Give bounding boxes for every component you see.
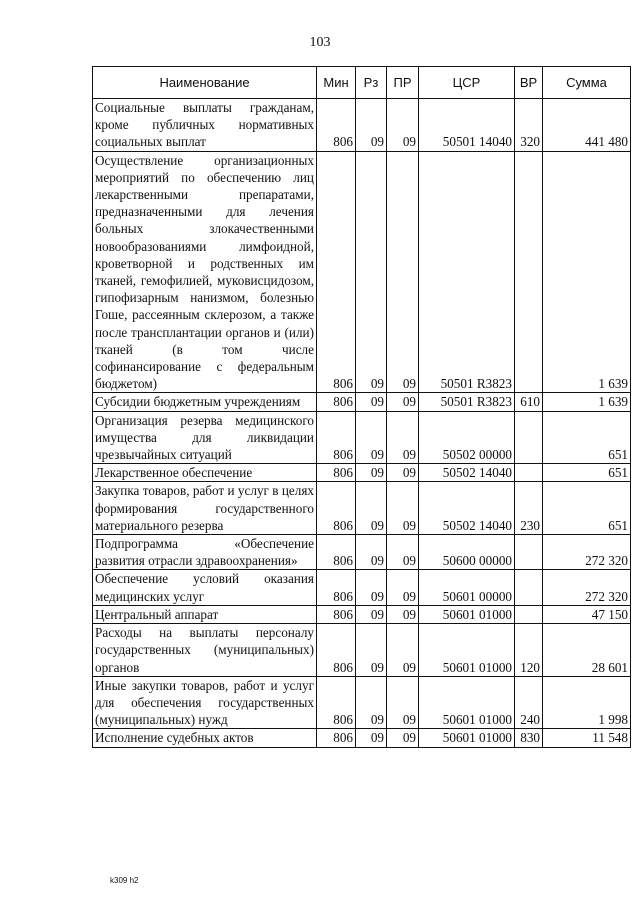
cell-vr <box>515 151 543 393</box>
cell-rz: 09 <box>356 570 387 605</box>
cell-name: Лекарственное обеспечение <box>93 464 317 482</box>
table-row <box>93 482 631 535</box>
cell-min: 806 <box>317 464 356 482</box>
table-row <box>93 393 631 411</box>
cell-rz: 09 <box>356 729 387 747</box>
cell-csr: 50600 00000 <box>419 535 515 570</box>
cell-pr: 09 <box>387 151 419 393</box>
cell-rz: 09 <box>356 624 387 677</box>
header-name: Наименование <box>93 67 317 99</box>
cell-vr: 120 <box>515 624 543 677</box>
cell-sum: 441 480 <box>543 99 631 152</box>
table-row <box>93 676 631 729</box>
cell-min: 806 <box>317 151 356 393</box>
table-row <box>93 729 631 747</box>
cell-rz: 09 <box>356 605 387 623</box>
cell-sum: 272 320 <box>543 570 631 605</box>
cell-sum: 1 639 <box>543 393 631 411</box>
table-header-row <box>93 67 631 99</box>
cell-vr: 610 <box>515 393 543 411</box>
cell-min: 806 <box>317 676 356 729</box>
cell-vr: 230 <box>515 482 543 535</box>
cell-sum: 47 150 <box>543 605 631 623</box>
cell-pr: 09 <box>387 464 419 482</box>
cell-pr: 09 <box>387 605 419 623</box>
table-body <box>93 99 631 748</box>
cell-min: 806 <box>317 570 356 605</box>
cell-csr: 50501 R3823 <box>419 151 515 393</box>
cell-name: Организация резерва медицинского имущества для ликвидации чрезвычайных ситуаций <box>93 411 317 464</box>
cell-rz: 09 <box>356 464 387 482</box>
cell-vr <box>515 535 543 570</box>
cell-sum: 272 320 <box>543 535 631 570</box>
cell-name: Закупка товаров, работ и услуг в целях формирования государственного материального резерва <box>93 482 317 535</box>
cell-rz: 09 <box>356 99 387 152</box>
cell-pr: 09 <box>387 624 419 677</box>
cell-csr: 50601 00000 <box>419 570 515 605</box>
cell-name: Осуществление организационных мероприятий по обеспечению лиц лекарственными препаратами, предназначенными для лечения больных злокачественными новообразованиями лимфоидной, кроветворной и родственных им тканей, гемофилией, муковисцидозом, гипофизарным нанизмом, болезнью Гоше, рассеянным склерозом, а также после трансплантации органов и (или) тканей (в том числе софинансирование с федеральным бюджетом) <box>93 151 317 393</box>
cell-pr: 09 <box>387 393 419 411</box>
header-pr: ПР <box>387 67 419 99</box>
cell-min: 806 <box>317 729 356 747</box>
table-row <box>93 570 631 605</box>
cell-pr: 09 <box>387 535 419 570</box>
cell-min: 806 <box>317 393 356 411</box>
cell-min: 806 <box>317 624 356 677</box>
cell-pr: 09 <box>387 482 419 535</box>
cell-rz: 09 <box>356 482 387 535</box>
footer-code: k309 h2 <box>110 876 139 885</box>
header-csr: ЦСР <box>419 67 515 99</box>
cell-min: 806 <box>317 605 356 623</box>
table-row <box>93 99 631 152</box>
cell-vr: 240 <box>515 676 543 729</box>
cell-name: Расходы на выплаты персоналу государственных (муниципальных) органов <box>93 624 317 677</box>
cell-vr <box>515 605 543 623</box>
cell-min: 806 <box>317 411 356 464</box>
cell-rz: 09 <box>356 411 387 464</box>
cell-rz: 09 <box>356 535 387 570</box>
header-min: Мин <box>317 67 356 99</box>
cell-vr <box>515 411 543 464</box>
cell-vr: 320 <box>515 99 543 152</box>
cell-sum: 1 639 <box>543 151 631 393</box>
cell-csr: 50601 01000 <box>419 729 515 747</box>
cell-vr <box>515 570 543 605</box>
cell-sum: 28 601 <box>543 624 631 677</box>
cell-sum: 651 <box>543 482 631 535</box>
cell-csr: 50601 01000 <box>419 676 515 729</box>
cell-sum: 1 998 <box>543 676 631 729</box>
budget-table <box>92 66 631 748</box>
cell-csr: 50501 R3823 <box>419 393 515 411</box>
cell-name: Субсидии бюджетным учреждениям <box>93 393 317 411</box>
cell-csr: 50601 01000 <box>419 605 515 623</box>
cell-sum: 651 <box>543 411 631 464</box>
cell-csr: 50502 00000 <box>419 411 515 464</box>
cell-csr: 50502 14040 <box>419 464 515 482</box>
cell-name: Подпрограмма «Обеспечение развития отрасли здравоохранения» <box>93 535 317 570</box>
header-vr: ВР <box>515 67 543 99</box>
cell-name: Центральный аппарат <box>93 605 317 623</box>
page-number: 103 <box>309 35 331 50</box>
header-sum: Сумма <box>543 67 631 99</box>
cell-pr: 09 <box>387 676 419 729</box>
table-row <box>93 411 631 464</box>
cell-rz: 09 <box>356 676 387 729</box>
cell-name: Иные закупки товаров, работ и услуг для обеспечения государственных (муниципальных) нужд <box>93 676 317 729</box>
cell-min: 806 <box>317 99 356 152</box>
cell-min: 806 <box>317 482 356 535</box>
cell-pr: 09 <box>387 99 419 152</box>
cell-csr: 50502 14040 <box>419 482 515 535</box>
cell-vr: 830 <box>515 729 543 747</box>
table-row <box>93 151 631 393</box>
cell-min: 806 <box>317 535 356 570</box>
cell-rz: 09 <box>356 393 387 411</box>
cell-name: Социальные выплаты гражданам, кроме публичных нормативных социальных выплат <box>93 99 317 152</box>
cell-csr: 50501 14040 <box>419 99 515 152</box>
cell-csr: 50601 01000 <box>419 624 515 677</box>
cell-vr <box>515 464 543 482</box>
table-row <box>93 535 631 570</box>
header-rz: Рз <box>356 67 387 99</box>
cell-sum: 11 548 <box>543 729 631 747</box>
cell-name: Обеспечение условий оказания медицинских услуг <box>93 570 317 605</box>
table-row <box>93 605 631 623</box>
table-row <box>93 624 631 677</box>
cell-name: Исполнение судебных актов <box>93 729 317 747</box>
table-row <box>93 464 631 482</box>
cell-pr: 09 <box>387 729 419 747</box>
cell-pr: 09 <box>387 570 419 605</box>
cell-pr: 09 <box>387 411 419 464</box>
cell-rz: 09 <box>356 151 387 393</box>
cell-sum: 651 <box>543 464 631 482</box>
